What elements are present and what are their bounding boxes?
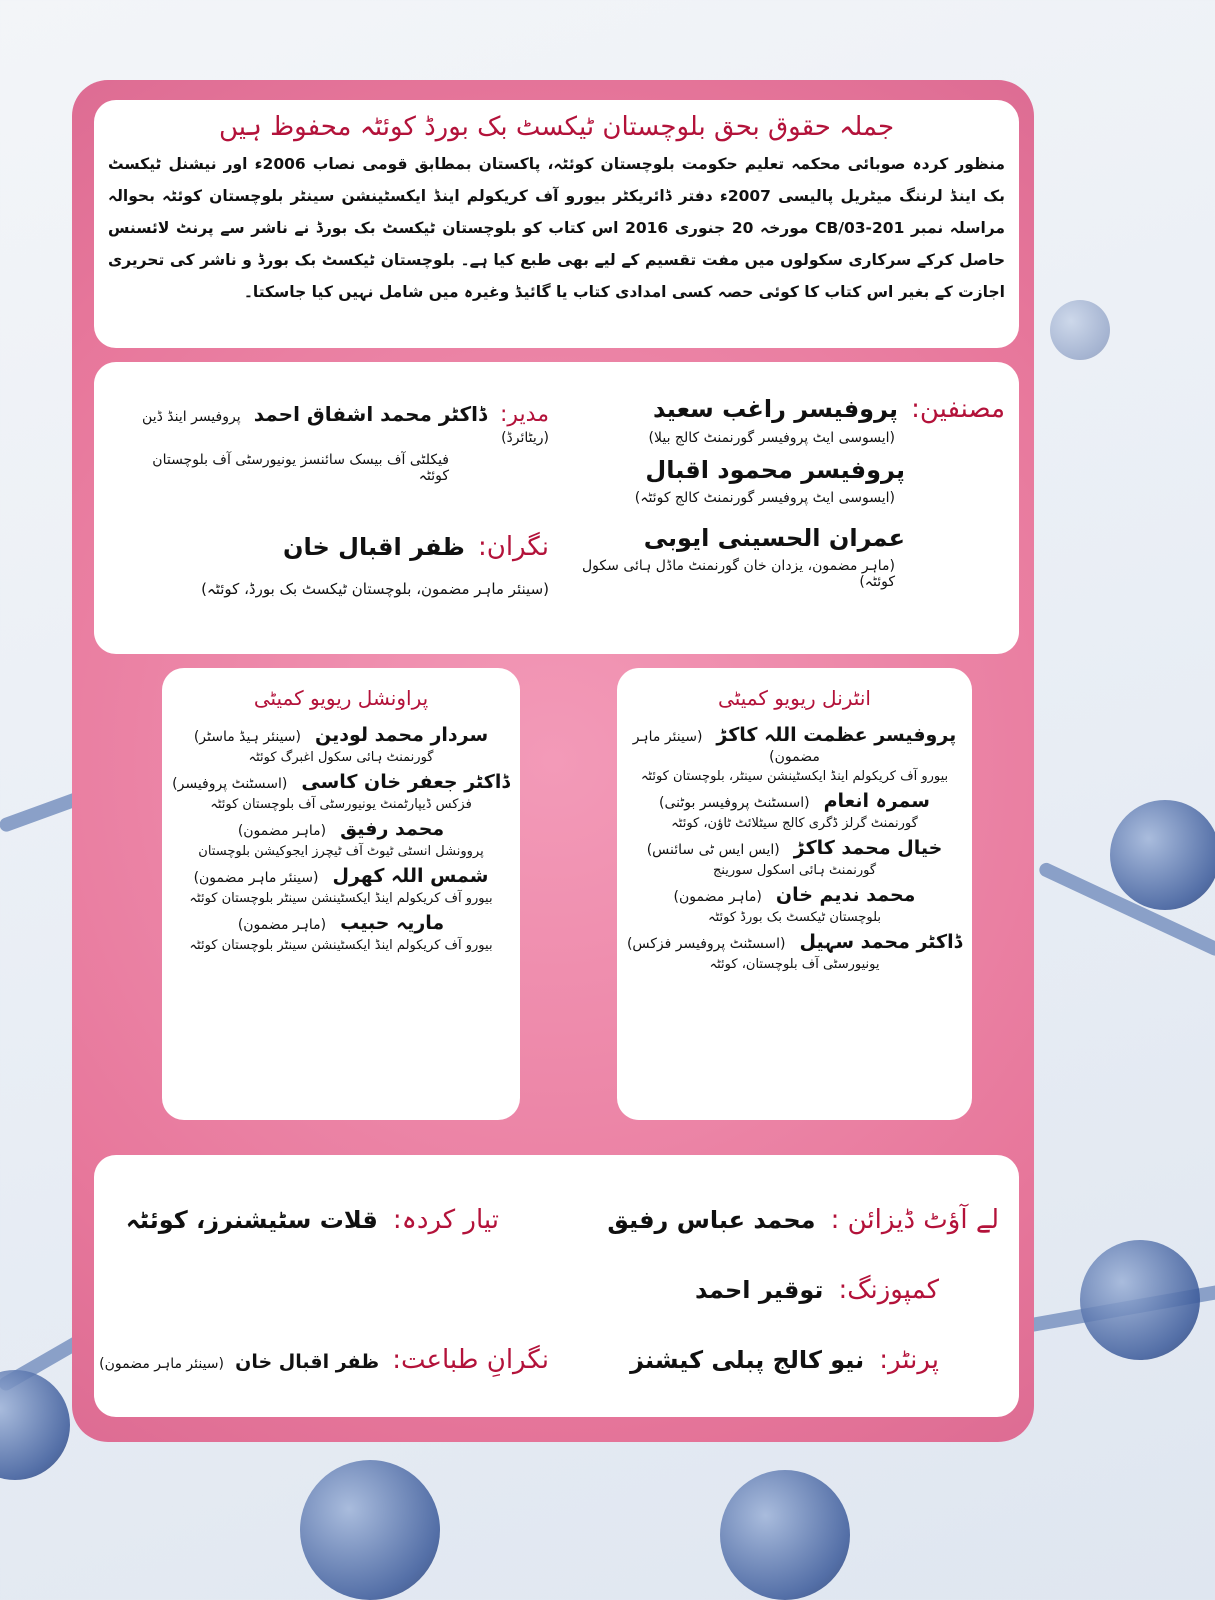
- editor-detail: فیکلٹی آف بیسک سائنسز یونیورسٹی آف بلوچستان کوئٹہ: [152, 452, 449, 484]
- print-supervisor-credit: [99, 1345, 549, 1375]
- layout-design-value: محمد عباس رفیق: [607, 1206, 816, 1234]
- member-name: ماریہ حبیب: [340, 912, 445, 934]
- member-role: (ماہر مضمون): [673, 889, 762, 905]
- composing-credit: [695, 1275, 939, 1305]
- printer-credit: [630, 1345, 939, 1375]
- member-name: محمد رفیق: [340, 818, 445, 840]
- member-detail: یونیورسٹی آف بلوچستان، کوئٹہ: [709, 957, 880, 972]
- author-detail: (ماہر مضمون، یزدان خان گورنمنٹ ماڈل ہائی سکول کوئٹہ): [582, 558, 895, 590]
- list-item: [162, 912, 520, 953]
- editor-name: ڈاکٹر محمد اشفاق احمد: [253, 402, 487, 426]
- molecule-sphere-icon: [1050, 300, 1110, 360]
- print-supervisor-label: نگرانِ طباعت:: [392, 1345, 549, 1375]
- internal-review-title: انٹرنل ریویو کمیٹی: [718, 686, 871, 710]
- layout-design-credit: [607, 1205, 999, 1235]
- member-role: (سینئر ہیڈ ماسٹر): [193, 729, 302, 745]
- molecule-sphere-icon: [720, 1470, 850, 1600]
- provincial-review-box: [162, 668, 520, 1120]
- list-item: [617, 724, 972, 784]
- member-name: سمرہ انعام: [823, 790, 930, 812]
- member-role: (ماہر مضمون): [237, 823, 327, 839]
- list-item: [162, 771, 520, 812]
- supervisor-label: نگران:: [477, 532, 549, 562]
- member-role: (سینئر ماہر مضمون): [193, 870, 319, 886]
- member-role: (ایس ایس ٹی سائنس): [646, 842, 780, 858]
- prepared-by-label: تیار کردہ:: [392, 1205, 499, 1235]
- member-name: ڈاکٹر جعفر خان کاسی: [301, 771, 510, 793]
- member-name: سردار محمد لودین: [315, 724, 489, 746]
- member-role: (اسسٹنٹ پروفیسر بوٹنی): [659, 795, 810, 811]
- member-role: (اسسٹنٹ پروفیسر فزکس): [626, 936, 786, 952]
- copyright-box: [94, 100, 1019, 348]
- molecule-sphere-icon: [300, 1460, 440, 1600]
- member-role: (ماہر مضمون): [237, 917, 327, 933]
- member-name: خیال محمد کاکڑ: [793, 837, 943, 859]
- editor-label: مدیر:: [499, 402, 549, 427]
- supervisor-name: ظفر اقبال خان: [282, 533, 465, 561]
- copyright-title: جملہ حقوق بحق بلوچستان ٹیکسٹ بک بورڈ کوئٹہ محفوظ ہیں: [218, 112, 895, 142]
- author-detail: (ایسوسی ایٹ پروفیسر گورنمنٹ کالج بیلا): [648, 430, 895, 446]
- author-name: پروفیسر راغب سعید: [652, 395, 899, 423]
- copyright-paragraph: منظور کردہ صوبائی محکمہ تعلیم حکومت بلوچستان کوئٹہ، پاکستان بمطابق قومی نصاب 2006ء اور نیشنل ٹیکسٹ بک اینڈ لرننگ میٹریل پالیسی 2007ء دفتر ڈائریکٹر بیورو آف کریکولم اینڈ ایکسٹینشن سینٹر بلوچستان کوئٹہ بحوالہ مراسلہ نمبر CB/03-201 مورخہ 20 جنوری 2016 اس کتاب کو بلوچستان ٹیکسٹ بک بورڈ نے ناشر سے پرنٹ لائسنس حاصل کرکے سرکاری سکولوں میں مفت تقسیم کے لیے بھی طبع کیا ہے۔ بلوچستان ٹیکسٹ بک بورڈ و ناشر کی تحریری اجازت کے بغیر اس کتاب کا کوئی حصہ کسی امدادی کتاب یا گائیڈ وغیرہ میں شامل نہیں کیا جاسکتا۔: [108, 155, 1006, 301]
- member-detail: گورنمنٹ ہائی اسکول سورینج: [712, 863, 877, 878]
- list-item: [162, 724, 520, 765]
- layout-design-label: لے آؤٹ ڈیزائن :: [830, 1205, 999, 1235]
- internal-review-box: [617, 668, 972, 1120]
- print-supervisor-value: ظفر اقبال خان: [235, 1351, 380, 1373]
- member-name: پروفیسر عظمت اللہ کاکڑ: [716, 724, 957, 746]
- printer-label: پرنٹر:: [879, 1345, 939, 1375]
- member-detail: گورنمنٹ ہائی سکول اغبرگ کوئٹہ: [248, 750, 434, 765]
- list-item: [617, 931, 972, 972]
- authors-label: مصنفین:: [911, 394, 1005, 424]
- member-role: (اسسٹنٹ پروفیسر): [172, 776, 288, 792]
- composing-value: توقیر احمد: [695, 1276, 824, 1304]
- authors-box: [94, 362, 1019, 654]
- list-item: [617, 790, 972, 831]
- list-item: [617, 837, 972, 878]
- editor-section: [119, 402, 549, 484]
- list-item: [162, 818, 520, 859]
- molecule-sphere-icon: [1110, 800, 1215, 910]
- member-name: محمد ندیم خان: [775, 884, 916, 906]
- provincial-review-title: پراونشل ریویو کمیٹی: [253, 686, 429, 710]
- member-detail: بلوچستان ٹیکسٹ بک بورڈ کوئٹہ: [707, 910, 882, 925]
- prepared-by-value: قلات سٹیشنرز، کوئٹہ: [125, 1206, 378, 1234]
- list-item: [162, 865, 520, 906]
- list-item: [617, 884, 972, 925]
- author-detail: (ایسوسی ایٹ پروفیسر گورنمنٹ کالج کوئٹہ): [634, 490, 895, 506]
- author-name: پروفیسر محمود اقبال: [645, 456, 905, 484]
- supervisor-detail: (سینئر ماہر مضمون، بلوچستان ٹیکسٹ بک بورڈ، کوئٹہ): [201, 580, 549, 598]
- printer-value: نیو کالج پبلی کیشنز: [630, 1346, 865, 1374]
- member-name: ڈاکٹر محمد سہیل: [799, 931, 963, 953]
- composing-label: کمپوزنگ:: [838, 1275, 939, 1305]
- credits-box: [94, 1155, 1019, 1417]
- authors-section: [565, 394, 1005, 590]
- author-name: عمران الحسینی ایوبی: [643, 524, 905, 552]
- member-name: شمس اللہ کھرل: [332, 865, 489, 887]
- molecule-sphere-icon: [1080, 1240, 1200, 1360]
- member-detail: بیورو آف کریکولم اینڈ ایکسٹینشن سینٹر بلوچستان کوئٹہ: [189, 938, 493, 953]
- molecule-sphere-icon: [0, 1370, 70, 1480]
- print-supervisor-role: (سینئر ماہر مضمون): [99, 1356, 225, 1372]
- supervisor-section: [119, 532, 549, 598]
- member-detail: بیورو آف کریکولم اینڈ ایکسٹینشن سینٹر بلوچستان کوئٹہ: [189, 891, 493, 906]
- prepared-by-credit: [126, 1205, 499, 1235]
- member-detail: فزکس ڈیپارٹمنٹ یونیورسٹی آف بلوچستان کوئٹہ: [210, 797, 472, 812]
- member-role: (سینئر ماہر مضمون): [632, 729, 820, 765]
- member-detail: بیورو آف کریکولم اینڈ ایکسٹینشن سینٹر، بلوچستان کوئٹہ: [640, 769, 949, 784]
- member-detail: گورنمنٹ گرلز ڈگری کالج سیٹلائٹ ٹاؤن، کوئٹہ: [671, 816, 918, 831]
- member-detail: پروونشل انسٹی ٹیوٹ آف ٹیچرز ایجوکیشن بلوچستان: [198, 844, 484, 859]
- editor-role: پروفیسر اینڈ ڈین (ریٹائرڈ): [142, 409, 549, 446]
